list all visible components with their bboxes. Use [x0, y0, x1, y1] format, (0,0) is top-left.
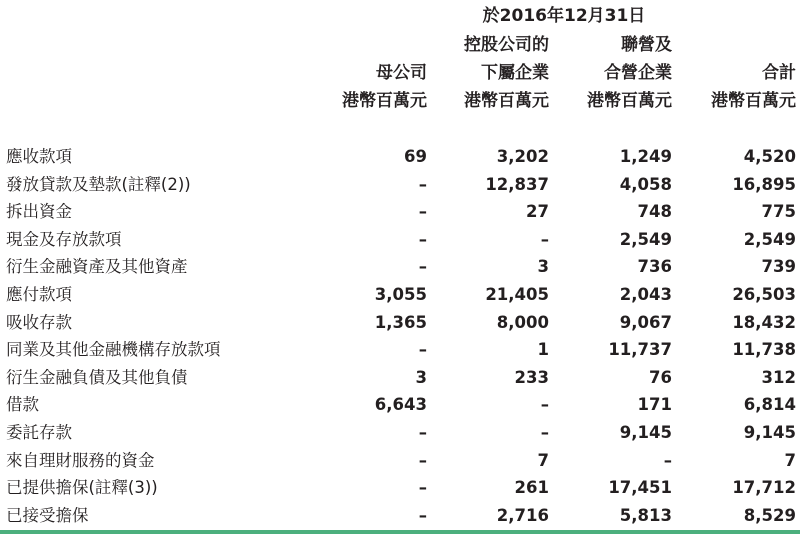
- cell-parent: –: [418, 340, 427, 360]
- cell-total: 17,712: [732, 478, 796, 498]
- cell-total: 8,529: [743, 505, 796, 525]
- cell-subsidiaries: 27: [526, 202, 549, 222]
- bottom-rule: [0, 530, 800, 534]
- col-header-total-line2: 合計: [762, 63, 796, 83]
- col-header-subsidiaries-unit: 港幣百萬元: [464, 91, 549, 111]
- table-row: [0, 253, 800, 281]
- cell-associates: 748: [637, 202, 672, 222]
- col-header-parent-unit: 港幣百萬元: [342, 91, 427, 111]
- table-row: [0, 502, 800, 530]
- cell-subsidiaries: 1: [537, 340, 549, 360]
- cell-associates: 17,451: [608, 478, 672, 498]
- col-header-subsidiaries-line1: 控股公司的: [464, 35, 549, 55]
- table-row: [0, 336, 800, 364]
- table-row: [0, 391, 800, 419]
- cell-associates: 2,549: [619, 229, 672, 249]
- table-row: [0, 474, 800, 502]
- table-row: [0, 447, 800, 475]
- row-label: 衍生金融資產及其他資產: [6, 257, 188, 277]
- cell-associates: 2,043: [619, 284, 672, 304]
- table-row: [0, 364, 800, 392]
- date-header: 於2016年12月31日: [482, 6, 646, 26]
- cell-subsidiaries: 2,716: [496, 505, 549, 525]
- row-label: 發放貸款及墊款(註釋(2)): [6, 174, 191, 194]
- row-label: 同業及其他金融機構存放款項: [6, 340, 221, 360]
- cell-parent: –: [418, 257, 427, 277]
- cell-parent: –: [418, 174, 427, 194]
- col-header-associates-line1: 聯營及: [621, 35, 672, 55]
- row-label: 已提供擔保(註釋(3)): [6, 478, 158, 498]
- cell-associates: 171: [637, 395, 672, 415]
- cell-subsidiaries: 3: [537, 257, 549, 277]
- table-body: [0, 143, 800, 529]
- cell-subsidiaries: –: [540, 395, 549, 415]
- cell-subsidiaries: 21,405: [485, 284, 549, 304]
- cell-total: 312: [761, 367, 796, 387]
- row-label: 應收款項: [6, 147, 72, 166]
- cell-subsidiaries: 261: [514, 478, 549, 498]
- table-row: [0, 309, 800, 337]
- cell-associates: 76: [649, 367, 672, 387]
- table-row: [0, 281, 800, 309]
- cell-subsidiaries: –: [540, 229, 549, 249]
- cell-parent: –: [418, 202, 427, 222]
- cell-total: 18,432: [732, 312, 796, 332]
- cell-associates: 9,145: [619, 422, 672, 442]
- cell-associates: 5,813: [619, 505, 672, 525]
- cell-associates: –: [663, 450, 672, 470]
- cell-associates: 4,058: [619, 174, 672, 194]
- cell-parent: 1,365: [374, 312, 427, 332]
- col-header-parent-line2: 母公司: [376, 63, 427, 83]
- cell-subsidiaries: –: [540, 422, 549, 442]
- row-label: 應付款項: [6, 284, 72, 304]
- row-label: 吸收存款: [6, 312, 72, 332]
- cell-associates: 9,067: [619, 312, 672, 332]
- cell-associates: 736: [637, 257, 672, 277]
- cell-parent: 6,643: [374, 395, 427, 415]
- cell-associates: 1,249: [619, 147, 672, 166]
- cell-subsidiaries: 7: [537, 450, 549, 470]
- col-header-associates-line2: 合營企業: [604, 63, 672, 83]
- cell-parent: –: [418, 229, 427, 249]
- cell-total: 16,895: [732, 174, 796, 194]
- cell-total: 7: [784, 450, 796, 470]
- cell-parent: –: [418, 450, 427, 470]
- row-label: 來自理財服務的資金: [6, 450, 155, 470]
- table-row: [0, 226, 800, 254]
- table-row: [0, 143, 800, 171]
- cell-subsidiaries: 3,202: [496, 147, 549, 166]
- col-header-total-unit: 港幣百萬元: [711, 91, 796, 111]
- col-header-subsidiaries-line2: 下屬企業: [481, 63, 549, 83]
- cell-parent: 3,055: [374, 284, 427, 304]
- row-label: 委託存款: [6, 422, 72, 442]
- cell-total: 9,145: [743, 422, 796, 442]
- cell-total: 11,738: [732, 340, 796, 360]
- row-label: 衍生金融負債及其他負債: [6, 367, 188, 387]
- table-row: [0, 171, 800, 199]
- cell-total: 4,520: [743, 147, 796, 166]
- cell-parent: –: [418, 422, 427, 442]
- cell-subsidiaries: 8,000: [496, 312, 549, 332]
- cell-parent: –: [418, 505, 427, 525]
- table-row: [0, 198, 800, 226]
- cell-total: 2,549: [743, 229, 796, 249]
- row-label: 拆出資金: [6, 202, 72, 222]
- table-row: [0, 419, 800, 447]
- cell-parent: 3: [415, 367, 427, 387]
- cell-subsidiaries: 233: [514, 367, 549, 387]
- row-label: 借款: [6, 395, 39, 415]
- row-label: 已接受擔保: [6, 505, 89, 525]
- cell-associates: 11,737: [608, 340, 672, 360]
- col-header-associates-unit: 港幣百萬元: [587, 91, 672, 111]
- cell-parent: 69: [404, 147, 427, 166]
- cell-total: 6,814: [743, 395, 796, 415]
- cell-total: 775: [761, 202, 796, 222]
- row-label: 現金及存放款項: [6, 229, 122, 249]
- cell-subsidiaries: 12,837: [485, 174, 549, 194]
- cell-total: 26,503: [732, 284, 796, 304]
- cell-total: 739: [761, 257, 796, 277]
- cell-parent: –: [418, 478, 427, 498]
